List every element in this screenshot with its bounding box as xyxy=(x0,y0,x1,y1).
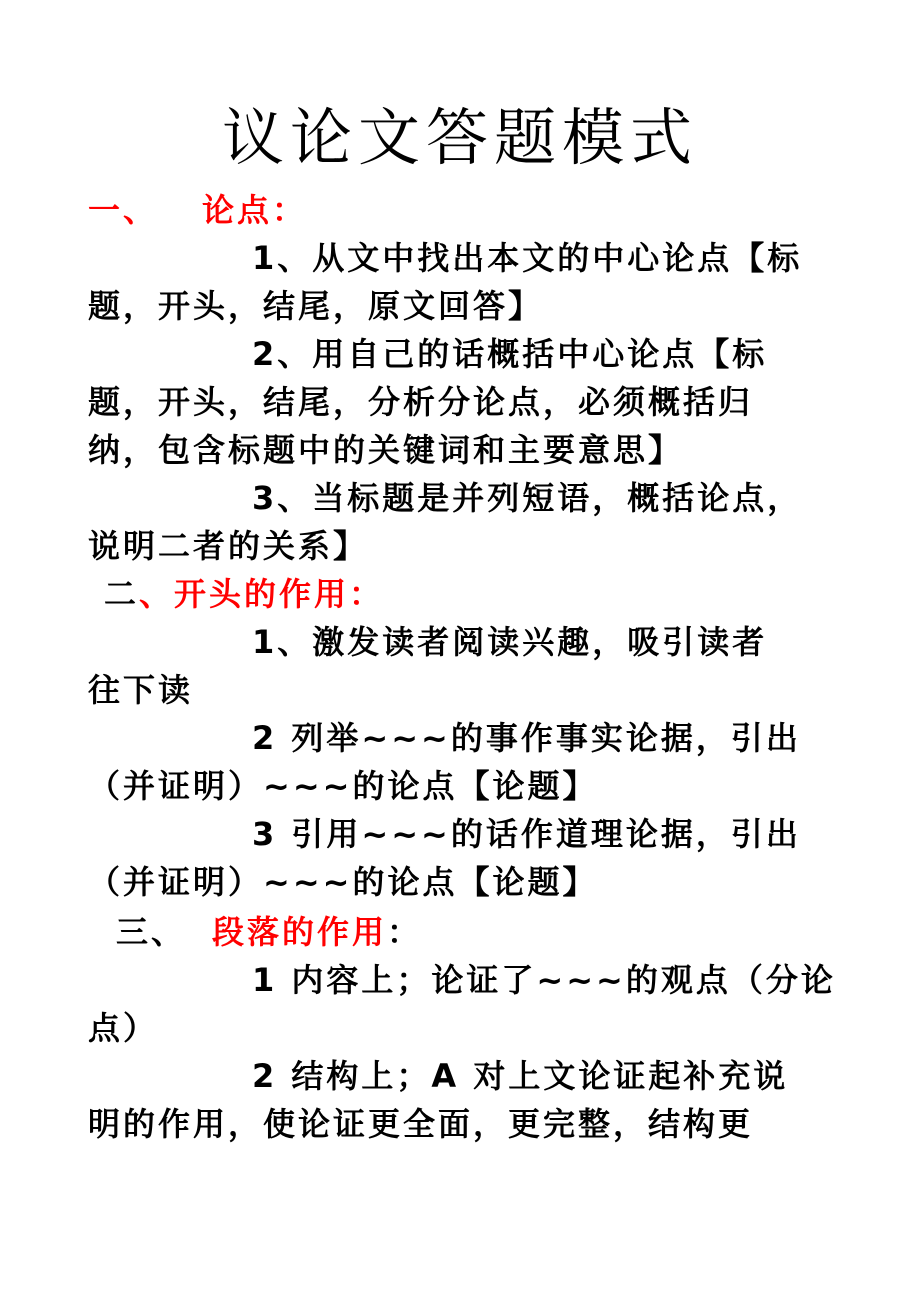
page-title: 议论文答题模式 xyxy=(221,101,698,174)
section-3-title: 段落的作用 xyxy=(212,913,388,951)
section-1-heading xyxy=(88,190,848,230)
section-1-number: 一、 xyxy=(88,191,159,229)
text-line: 往下读 xyxy=(88,671,194,709)
section-3-colon: ： xyxy=(387,913,423,951)
text-line: 2、用自己的话概括中心论点【标 xyxy=(252,335,768,373)
section-2-number: 二 xyxy=(104,575,140,613)
section-1-title: 论点： xyxy=(202,191,308,229)
text-line: 1 内容上；论证了~~~的观点（分论 xyxy=(252,961,836,999)
text-line: 1、激发读者阅读兴趣，吸引读者 xyxy=(252,623,768,661)
text-line: 2 列举~~~的事作事实论据，引出 xyxy=(252,719,801,757)
section-3-heading xyxy=(116,912,876,952)
text-line: 说明二者的关系】 xyxy=(88,527,369,565)
text-line: 明的作用，使论证更全面，更完整，结构更 xyxy=(88,1105,754,1143)
text-line: 3 引用~~~的话作道理论据，引出 xyxy=(252,815,801,853)
section-2-heading xyxy=(104,574,864,614)
text-line: 点） xyxy=(88,1009,159,1047)
section-2-title: 、开头的作用： xyxy=(139,575,385,613)
text-line: （并证明）~~~的论点【论题】 xyxy=(88,863,598,901)
text-line: 题，开头，结尾，分析分论点，必须概括归 xyxy=(88,383,754,421)
text-line: 1、从文中找出本文的中心论点【标 xyxy=(252,239,803,277)
text-line: 3、当标题是并列短语，概括论点， xyxy=(252,479,803,517)
text-line: 2 结构上；A 对上文论证起补充说 xyxy=(252,1057,789,1095)
text-line: （并证明）~~~的论点【论题】 xyxy=(88,767,598,805)
text-line: 题，开头，结尾，原文回答】 xyxy=(88,287,544,325)
section-3-number: 三、 xyxy=(116,913,187,951)
text-line: 纳，包含标题中的关键词和主要意思】 xyxy=(88,431,684,469)
